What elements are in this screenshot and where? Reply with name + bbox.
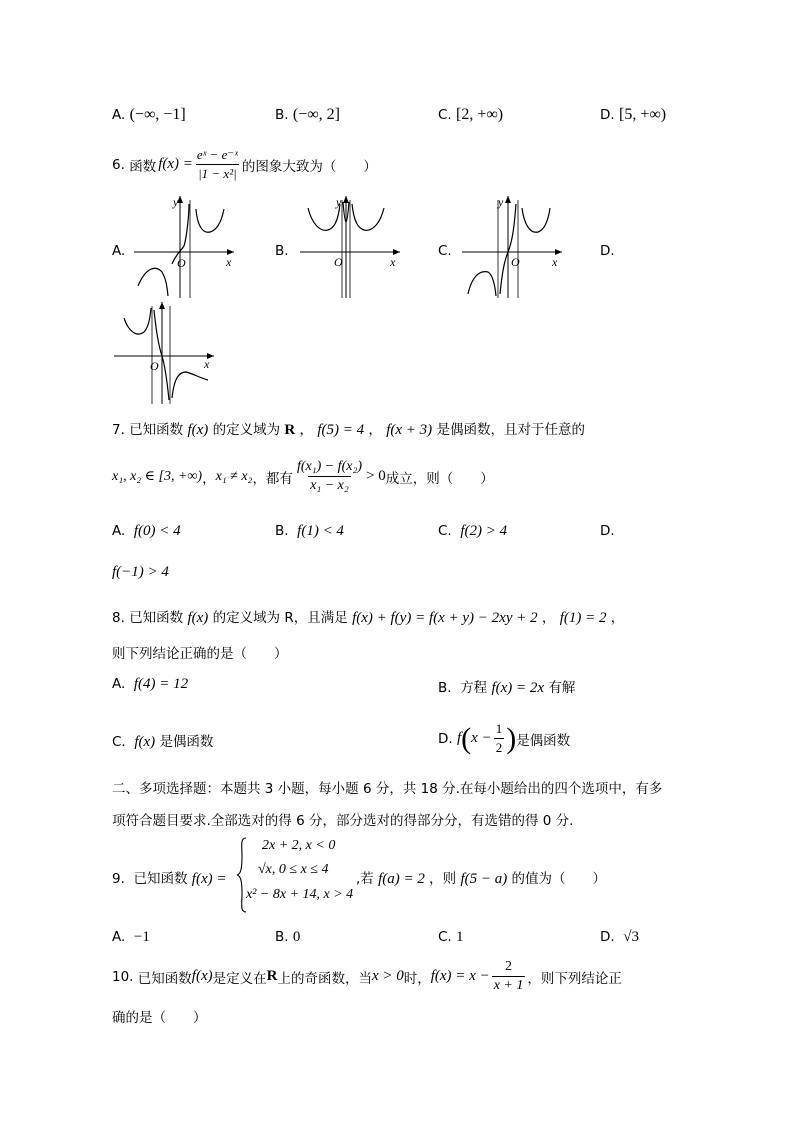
q6-stem: 6. 函数 f(x) = $\frac{\text{eˣ − e⁻ˣ}}{\text{|1 − x²|}}$ 的图象大致为（ ）	[112, 147, 377, 181]
q6-option-b-label: B.	[275, 243, 289, 259]
q7-option-d-label: D.	[600, 523, 615, 539]
y-axis-arrow-icon	[505, 196, 511, 203]
curve-left	[138, 268, 168, 296]
svg-text:O: O	[511, 255, 520, 269]
q6-graph-c	[458, 194, 568, 300]
y-axis-arrow-icon	[343, 196, 349, 203]
q8-stem-line2: 则下列结论正确的是（ ）	[112, 646, 288, 662]
section2-line2: 项符合题目要求.全部选对的得 6 分，部分选对的得部分分，有选错的得 0 分.	[112, 813, 574, 829]
q6-graph-b	[296, 194, 406, 300]
svg-text:y: y	[336, 195, 342, 209]
svg-text:x: x	[204, 357, 210, 371]
q8-option-c: C. f(x) 是偶函数	[112, 734, 214, 750]
q6-graph-a	[130, 194, 240, 300]
section2-line1: 二、多项选择题：本题共 3 小题，每小题 6 分，共 18 分.在每小题给出的四个选项中，有多	[112, 781, 663, 797]
q7-fraction: $\frac{\text{f(x₁) − f(x₂)}}{\text{x₁ − x₂}}$	[296, 459, 362, 493]
svg-text:O: O	[177, 256, 186, 270]
svg-text:x: x	[226, 255, 232, 269]
q8-stem-line1: 8. 已知函数 f(x) 的定义域为 R，且满足 f(x) + f(y) = f(x + y) − 2xy + 2 ， f(1) = 2 ，	[112, 610, 625, 626]
q9-option-c: C. 1	[438, 929, 464, 945]
q5-option-c: C. [2, +∞)	[438, 106, 504, 123]
q7-stem-line2: x₁, x₂ ∈ [3, +∞) ， x₁ ≠ x₂ ，都有 $\frac{\text{f(x₁) − f(x₂)}}{\text{x₁ − x₂}}$ > 0 成立，则（ ）	[112, 459, 494, 493]
q9-case-3: x² − 8x + 14, x > 4	[246, 887, 354, 902]
q8-option-b: B. 方程 f(x) = 2x 有解	[438, 680, 576, 696]
q5-option-b-value: (−∞, 2]	[292, 106, 340, 123]
q7-option-b: B. f(1) < 4	[275, 523, 344, 539]
q7-stem-line1: 7. 已知函数 f(x) 的定义域为 R ， f(5) = 4 ， f(x + 3) 是偶函数，且对于任意的	[112, 422, 585, 438]
svg-text:O: O	[150, 359, 159, 373]
q6-fraction: $\frac{\text{eˣ − e⁻ˣ}}{\text{|1 − x²|}}$	[196, 147, 238, 181]
q7-option-c: C. f(2) > 4	[438, 523, 508, 539]
q5-option-a: A. (−∞, −1]	[112, 106, 186, 123]
svg-text:x: x	[390, 255, 396, 269]
q5-option-d-value: [5, +∞)	[618, 106, 667, 123]
q6-option-c-label: C.	[438, 243, 452, 259]
q5-option-c-value: [2, +∞)	[456, 106, 504, 123]
q8-option-d: D. f ( x − $\frac{1}{2}$ ) 是偶函数	[438, 721, 571, 755]
y-axis-arrow-icon	[159, 302, 165, 309]
q5-option-d: D. [5, +∞)	[600, 106, 667, 123]
svg-text:y: y	[173, 195, 179, 209]
q6-option-d-label: D.	[600, 243, 615, 259]
q10-stem-line1: 10. 已知函数 f(x) 是定义在 R 上的奇函数，当 x > 0 时， f(x) = x − $\frac{2}{x + 1}$ ，则下列结论正	[112, 959, 622, 993]
q9-stem-tail: ,若 f(a) = 2 ，则 f(5 − a) 的值为（ ）	[356, 871, 607, 887]
q7-option-a: A. f(0) < 4	[112, 523, 181, 539]
q9-option-a: A. −1	[112, 929, 150, 945]
q9-case-2: √x, 0 ≤ x ≤ 4	[258, 862, 329, 877]
svg-text:x: x	[552, 255, 558, 269]
q6-function: f(x) =	[158, 156, 193, 172]
q6-graph-d	[112, 300, 222, 406]
q9-option-d: D. √3	[600, 929, 640, 945]
q6-option-a-label: A.	[112, 243, 126, 259]
q5-option-b: B. (−∞, 2]	[275, 106, 340, 123]
q7-option-d-value: f(−1) > 4	[112, 564, 169, 580]
q9-option-b: B. 0	[275, 929, 301, 945]
curve-right	[196, 209, 224, 232]
q9-case-1: 2x + 2, x < 0	[262, 838, 336, 853]
svg-text:y: y	[498, 195, 504, 209]
q5-option-a-value: (−∞, −1]	[129, 106, 186, 123]
svg-text:O: O	[334, 255, 343, 269]
q9-stem: 9. 已知函数 f(x) =	[112, 871, 227, 887]
q8-option-a: A. f(4) = 12	[112, 676, 189, 692]
q10-stem-line2: 确的是（ ）	[112, 1010, 207, 1026]
